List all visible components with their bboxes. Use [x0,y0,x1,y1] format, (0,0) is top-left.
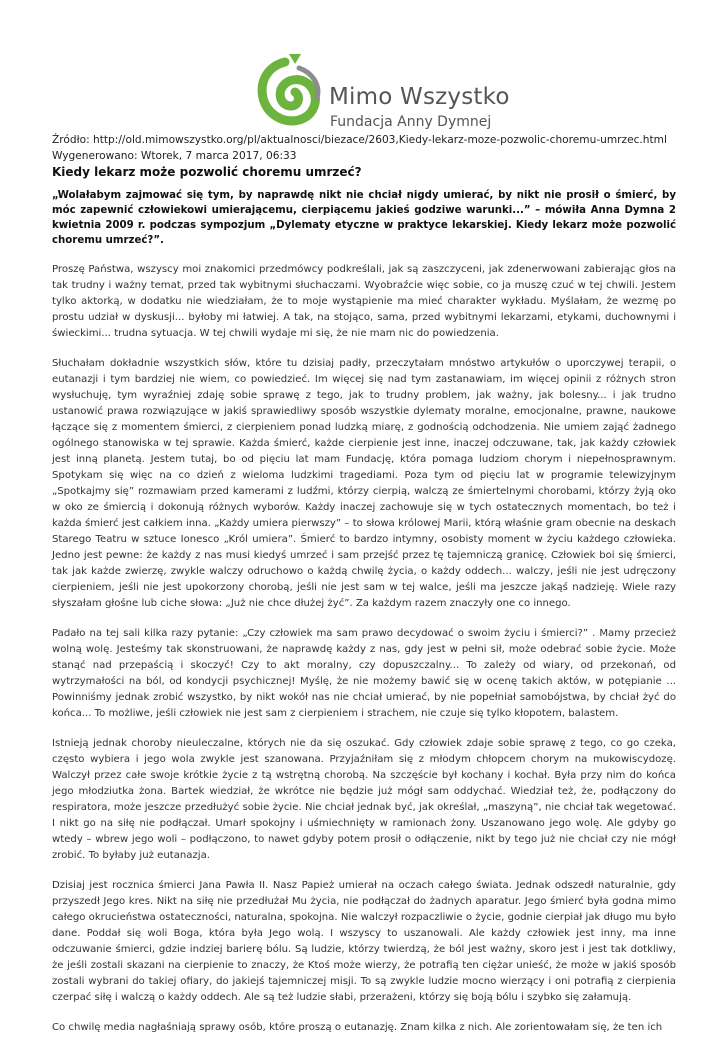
paragraph: Słuchałam dokładnie wszystkich słów, które tu dzisiaj padły, przeczytałam mnóstwo artykułów o uporczywej terapii, o eutanazji i tym bardziej nie wiem, co powiedzieć. Im więcej się nad tym zastanawiam, im więcej opinii z różnych stron wysłuchuję, tym wyraźniej zdaję sobie sprawę z tego, jak to trudny problem, jak ważny, jak bolesny... i jak trudno ustanowić prawa rozwiązujące w jakiś sprawiedliwy sposób wszystkie dylematy moralne, emocjonalne, prawne, naukowe łączące się z momentem śmierci, z cierpieniem ponad ludzką miarę, z godnością odchodzenia. Nie umiem zająć żadnego ogólnego stanowiska w tej sprawie. Każda śmierć, każde cierpienie jest inne, inaczej odczuwane, tak, jak każdy człowiek jest inną planetą. Jestem tutaj, bo od pięciu lat mam Fundację, która pomaga ludziom chorym i niepełnosprawnym. Spotykam się więc na co dzień z wieloma ludzkimi tragediami. Poza tym od pięciu lat w programie telewizyjnym „Spotkajmy się” rozmawiam przed kamerami z ludźmi, którzy cierpią, walczą ze śmiertelnymi chorobami, którzy żyją oko w oko ze śmiercią i dokonują różnych wyborów. Każdy inaczej zachowuje się w tych ostatecznych momentach, bo też i każda śmierć jest całkiem inna. „Każdy umiera pierwszy” – to słowa królowej Marii, którą właśnie gram obecnie na deskach Starego Teatru w sztuce Ionesco „Król umiera”. Śmierć to bardzo intymny, osobisty moment w życiu każdego człowieka. Jedno jest pewne: że każdy z nas musi kiedyś umrzeć i sam przejść przez tę tajemniczą granicę. Człowiek boi się śmierci, tak jak każde zwierzę, zwykle walczy odruchowo o każdą chwilę życia, o każdy oddech... walczy, jeśli nie jest udręczony cierpieniem, jeśli nie jest upokorzony chorobą, jeśli nie jest sam w tej walce, jeśli ma jeszcze jakąś nadzieję. Wiele razy słyszałam głośne lub ciche słowa: „Już nie chce dłużej żyć”. Za każdym razem znaczyły one co innego. [52,358,676,609]
document-meta [52,132,692,164]
generated-line: Wygenerowano: Wtorek, 7 marca 2017, 06:33 [52,150,297,162]
paragraph: Padało na tej sali kilka razy pytanie: „Czy człowiek ma sam prawo decydować o swoim życiu i śmierci?” . Mamy przecież wolną wolę. Jesteśmy tak skonstruowani, że naprawdę każdy z nas, gdy jest w pełni sił, może odebrać sobie życie. Może stanąć nad przepaścią i skoczyć! Czy to akt moralny, czy dopuszczalny... To zależy od wiary, od przekonań, od wytrzymałości na ból, od kondycji psychicznej! Myślę, że nie możemy bawić się w ocenę takich aktów, w potępianie ... Powinniśmy jednak zrobić wszystko, by nikt wokół nas nie chciał umierać, by nie popełniał samobójstwa, by chciał żyć do końca... To możliwe, jeśli człowiek nie jest sam z cierpieniem i strachem, nie czuje się tylko kłopotem, balastem. [52,628,676,719]
paragraph: Istnieją jednak choroby nieuleczalne, których nie da się oszukać. Gdy człowiek zdaje sobie sprawę z tego, co go czeka, często wybiera i jego wola zwykle jest szanowana. Przyjaźniłam się z młodym chłopcem chorym na mukowiscydozę. Walczył przez całe swoje krótkie życie z tą wstrętną chorobą. Na szczęście był kochany i kochał. Była przy nim do końca jego młodziutka żona. Bartek wiedział, że wkrótce nie będzie już mógł sam oddychać. Wiedział też, że, podłączony do respiratora, może jeszcze przedłużyć sobie życie. Nie chciał jednak być, jak określał, „maszyną”, nie chciał tak wegetować. I nikt go na siłę nie podłączał. Umarł spokojny i uśmiechnięty w ramionach żony. Uszanowano jego wolę. Ale gdyby go wtedy – wbrew jego woli – podłączono, to nawet gdyby potem prosił o odłączenie, nikt by tego już nie chciał czy nie mógł zrobić. To byłaby już eutanazja. [52,738,676,861]
spiral-logo-icon [255,54,325,134]
foundation-logo [255,54,510,134]
article-lead: „Wolałabym zajmować się tym, by naprawdę nikt nie chciał nigdy umierać, by nikt nie prosił o śmierć, by móc zapewnić człowiekowi umierającemu, cierpiącemu jakieś godziwe warunki...” – mówiła Anna Dymna 2 kwietnia 2009 r. podczas sympozjum „Dylematy etyczne w praktyce lekarskiej. Kiedy lekarz może pozwolić choremu umrzeć?”. [52,190,676,246]
logo-name: Mimo Wszystko [329,84,510,110]
paragraph: Dzisiaj jest rocznica śmierci Jana Pawła II. Nasz Papież umierał na oczach całego świata. Jednak odszedł naturalnie, gdy przyszedł Jego kres. Nikt na siłę nie przedłużał Mu życia, nie podłączał do żadnych aparatur. Jego śmierć była godna mimo całego okrucieństwa ostateczności, naturalna, spokojna. Nie walczył rozpaczliwie o życie, godnie cierpiał jak długo mu było dane. Poddał się woli Boga, która była Jego wolą. I wszyscy to uszanowali. Ale każdy człowiek jest inny, ma inne odczuwanie śmierci, gdzie indziej barierę bólu. Są ludzie, którzy twierdzą, że ból jest ważny, skoro jest i jest tak dotkliwy, że jeśli zostali skazani na cierpienie to znaczy, że Ktoś może wierzy, że potrafią ten ciężar unieść, że może w jakiś sposób zostali wybrani do takiej ofiary, do jakiejś tajemniczej misji. To są zwykle ludzie mocno wierzący i oni potrafią z cierpienia czerpać siłę i walczą o każdy oddech. Ale są też ludzie słabi, przerażeni, którzy się boją bólu i szybko się załamują. [52,880,676,1003]
article-body [52,262,676,1050]
source-line: Źródło: http://old.mimowszystko.org/pl/aktualnosci/biezace/2603,Kiedy-lekarz-moze-pozwolic-choremu-umrzec.html [52,134,667,146]
paragraph: Proszę Państwa, wszyscy moi znakomici przedmówcy podkreślali, jak są zaszczyceni, jak zdenerwowani zabierając głos na tak trudny i ważny temat, przed tak wybitnymi słuchaczami. Wyobraźcie więc sobie, co ja muszę czuć w tej chwili. Jestem tylko aktorką, w dodatku nie wiedziałam, że to moje wystąpienie ma mieć charakter wykładu. Myślałam, że wezmę po prostu udział w dyskusji... byłoby mi łatwiej. A tak, na stojąco, sama, przed wybitnymi lekarzami, etykami, duchownymi i świeckimi... trudna sytuacja. W tej chwili wydaje mi się, że nie mam nic do powiedzenia. [52,264,676,339]
logo-subtitle: Fundacja Anny Dymnej [330,114,492,130]
paragraph: Co chwilę media nagłaśniają sprawy osób, które proszą o eutanazję. Znam kilka z nich. Ale zorientowałam się, że ten ich [52,1022,663,1033]
article-title: Kiedy lekarz może pozwolić choremu umrzeć? [52,165,362,179]
